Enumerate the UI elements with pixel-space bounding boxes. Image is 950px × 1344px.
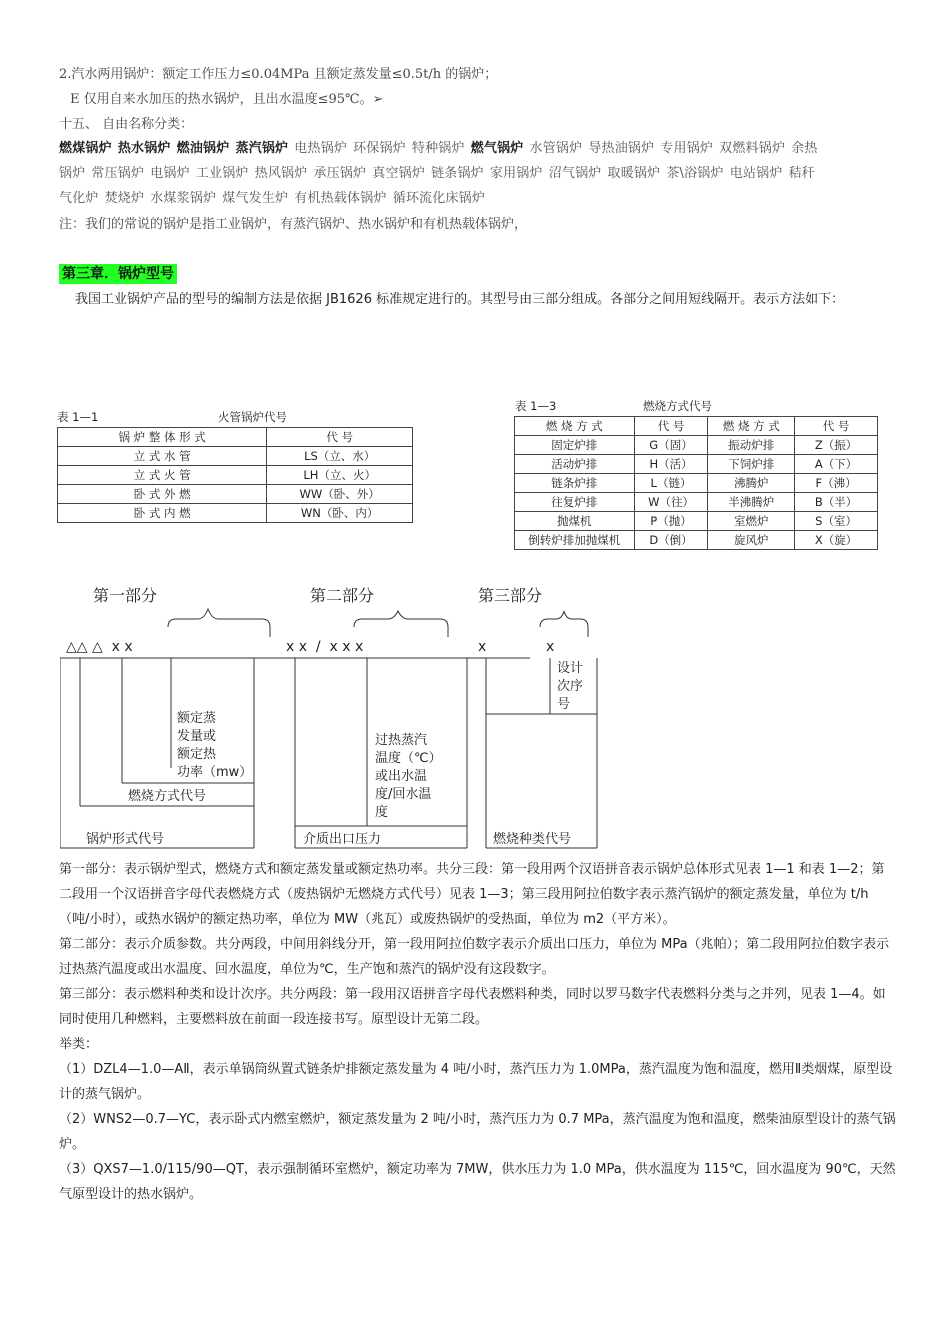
table-cell: Z（振） (795, 436, 878, 455)
boiler-name: 环保锅炉 (353, 141, 406, 156)
superheat-line: 或出水温 (375, 769, 428, 784)
paragraph-part3: 第三部分：表示燃料种类和设计次序。共分两段：第一段用汉语拼音字母代表燃料种类，同时以罗马数字代表燃料分类与之并列，见表 1—4。如同时使用几种燃料，主要燃料放在前面一段连接书写。原型设计无第二段。 (59, 987, 886, 1027)
table-cell: LH（立、火） (267, 466, 413, 485)
table-row (515, 474, 878, 493)
boiler-name-row (59, 161, 899, 186)
boiler-name: 电站锅炉 (729, 166, 783, 181)
part3-symbol-a: x (478, 639, 487, 655)
medium-pressure-label: 介质出口压力 (303, 832, 382, 847)
chapter-title: 第三章．锅炉型号 (59, 264, 177, 284)
table-row (515, 493, 878, 512)
boiler-name-row (59, 186, 899, 211)
example-2: （2）WNS2—0.7—YC，表示卧式内燃室燃炉，额定蒸发量为 2 吨/小时，蒸汽压力为 0.7 MPa，蒸汽温度为饱和温度，燃柴油原型设计的蒸气锅炉。 (59, 1112, 896, 1152)
boiler-name: 特种锅炉 (411, 141, 465, 156)
table-cell: D（倒） (634, 531, 708, 550)
rated-capacity-line: 额定蒸 (177, 711, 217, 726)
table-header-cell: 代 号 (795, 417, 878, 436)
table-cell: X（旋） (795, 531, 878, 550)
rated-capacity-line: 额定热 (177, 747, 217, 762)
text-line: 2.汽水两用锅炉：额定工作压力≤0.04MPa 且额定蒸发量≤0.5t/h 的锅炉； (59, 67, 498, 82)
boiler-form-code-label: 锅炉形式代号 (86, 832, 165, 847)
superheat-line: 过热蒸汽 (375, 733, 428, 748)
part3-label: 第三部分 (478, 586, 543, 605)
rated-capacity-line: 发量或 (177, 729, 217, 744)
part1-symbols: △△ △ x x (66, 639, 133, 655)
table-cell: G（固） (634, 436, 708, 455)
table-cell: WW（卧、外） (267, 485, 413, 504)
paragraph-part1: 第一部分：表示锅炉型式，燃烧方式和额定蒸发量或额定热功率。共分三段：第一段用两个汉语拼音表示锅炉总体形式见表 1—1 和表 1—2；第二段用一个汉语拼音字母代表燃烧方式（废热锅炉无燃烧方式代号）见表 1—3；第三段用阿拉伯数字表示蒸汽锅炉的额定蒸发量，单位为 t/h（吨/小时），或热水锅炉的额定热功率，单位为 MW（兆瓦）或废热锅炉的受热面，单位为 m2（平方米）。 (59, 862, 885, 927)
table-row (58, 447, 413, 466)
table-header-cell: 燃 烧 方 式 (708, 417, 795, 436)
table1-caption-number: 表 1—1 (57, 410, 99, 424)
boiler-name: 煤气发生炉 (222, 191, 289, 206)
boiler-name: 水管锅炉 (529, 141, 583, 156)
table-cell: 旋风炉 (708, 531, 795, 550)
boiler-name: 燃气锅炉 (470, 141, 524, 156)
boiler-name: 水煤浆锅炉 (150, 191, 217, 206)
table-cell: 抛煤机 (515, 512, 635, 531)
boiler-name: 取暖锅炉 (607, 166, 661, 181)
table-cell: 室燃炉 (708, 512, 795, 531)
boiler-name: 焚烧炉 (104, 191, 145, 206)
table-cell: 立 式 火 管 (58, 466, 267, 485)
table-row (58, 504, 413, 523)
part2-label: 第二部分 (310, 586, 375, 605)
note-line: 注：我们的常说的锅炉是指工业锅炉，有蒸汽锅炉、热水锅炉和有机热载体锅炉， (59, 217, 528, 232)
table-row (515, 436, 878, 455)
boiler-name-list (59, 136, 899, 211)
boiler-name: 沼气锅炉 (548, 166, 602, 181)
superheat-line: 度 (375, 805, 389, 820)
text-line: E 仅用自来水加压的热水锅炉，且出水温度≤95℃。➢ (70, 92, 384, 107)
intro-paragraph: 我国工业锅炉产品的型号的编制方法是依据 JB1626 标准规定进行的。其型号由三部分组成。各部分之间用短线隔开。表示方法如下： (75, 292, 845, 307)
boiler-name: 导热油锅炉 (588, 141, 655, 156)
boiler-name: 常压锅炉 (91, 166, 145, 181)
rated-capacity-line: 功率（mw） (177, 765, 253, 780)
table3-caption-title: 燃烧方式代号 (643, 399, 712, 413)
table-cell: LS（立、水） (267, 447, 413, 466)
paragraph-part2: 第二部分：表示介质参数。共分两段，中间用斜线分开，第一段用阿拉伯数字表示介质出口压力，单位为 MPa（兆帕）；第二段用阿拉伯数字表示过热蒸汽温度或出水温度、回水温度，单位为℃，生产饱和蒸汽的锅炉没有这段数字。 (59, 937, 890, 977)
table-cell: 链条炉排 (515, 474, 635, 493)
table-cell: 立 式 水 管 (58, 447, 267, 466)
boiler-name: 循环流化床锅炉 (392, 191, 486, 206)
boiler-name: 专用锅炉 (660, 141, 714, 156)
table-cell: F（沸） (795, 474, 878, 493)
table-cell: P（抛） (634, 512, 708, 531)
boiler-name: 电热锅炉 (294, 141, 348, 156)
superheat-line: 度/回水温 (375, 787, 432, 802)
table-header-cell: 燃 烧 方 式 (515, 417, 635, 436)
boiler-name: 蒸汽锅炉 (235, 141, 289, 156)
part2-symbols: x x / x x x (286, 639, 364, 655)
table-row (515, 455, 878, 474)
table-cell: A（下） (795, 455, 878, 474)
example-1: （1）DZL4—1.0—AⅡ，表示单锅筒纵置式链条炉排额定蒸发量为 4 吨/小时，蒸汽压力为 1.0MPa，蒸汽温度为饱和温度，燃用Ⅱ类烟煤，原型设计的蒸气锅炉。 (59, 1062, 893, 1102)
design-seq-line: 次序 (557, 679, 584, 694)
table-cell: WN（卧、内） (267, 504, 413, 523)
boiler-name: 气化炉 (59, 191, 99, 206)
table-header-cell: 代 号 (634, 417, 708, 436)
boiler-name: 家用锅炉 (489, 166, 543, 181)
boiler-name: 双燃料锅炉 (719, 141, 786, 156)
boiler-name: 电锅炉 (150, 166, 190, 181)
combustion-code-label: 燃烧方式代号 (128, 789, 207, 804)
example-3: （3）QXS7—1.0/115/90—QT，表示强制循环室燃炉，额定功率为 7MW，供水压力为 1.0 MPa，供水温度为 115℃，回水温度为 90℃，天然气原型设计的热水锅炉。 (59, 1162, 896, 1202)
boiler-name: 燃油锅炉 (176, 141, 230, 156)
boiler-name-row (59, 136, 899, 161)
table-row (515, 512, 878, 531)
boiler-name: 锅炉 (59, 166, 86, 181)
superheat-line: 温度（℃） (375, 751, 442, 766)
table-cell: S（室） (795, 512, 878, 531)
table-row (58, 466, 413, 485)
table-cell: H（活） (634, 455, 708, 474)
boiler-name: 链条锅炉 (431, 166, 484, 181)
part1-label: 第一部分 (93, 586, 158, 605)
table-row (58, 485, 413, 504)
model-structure-diagram (60, 578, 605, 853)
table-cell: 振动炉排 (708, 436, 795, 455)
boiler-name: 热风锅炉 (254, 166, 308, 181)
boiler-name: 有机热载体锅炉 (294, 191, 387, 206)
design-seq-line: 设计 (557, 661, 584, 676)
table-cell: 倒转炉排加抛煤机 (515, 531, 635, 550)
table-header-cell: 锅 炉 整 体 形 式 (58, 428, 267, 447)
boiler-name: 工业锅炉 (195, 166, 249, 181)
table-cell: 活动炉排 (515, 455, 635, 474)
boiler-name: 承压锅炉 (313, 166, 367, 181)
table-cell: 往复炉排 (515, 493, 635, 512)
boiler-name: 余热 (791, 141, 818, 156)
design-seq-line: 号 (557, 697, 571, 712)
table-header-row (515, 417, 878, 436)
table1-caption-title: 火管锅炉代号 (218, 410, 287, 424)
table-cell: L（链） (634, 474, 708, 493)
examples-heading: 举类： (59, 1037, 99, 1052)
boiler-name: 秸秆 (788, 166, 815, 181)
table-row (515, 531, 878, 550)
boiler-name: 燃煤锅炉 (59, 141, 112, 156)
table-cell: B（半） (795, 493, 878, 512)
part3-symbol-b: x (546, 639, 555, 655)
table-cell: W（往） (634, 493, 708, 512)
table-header-cell: 代 号 (267, 428, 413, 447)
section-heading: 十五、 自由名称分类： (59, 117, 194, 132)
table-cell: 固定炉排 (515, 436, 635, 455)
fuel-code-label: 燃烧种类代号 (493, 832, 572, 847)
table-combustion-codes (514, 416, 878, 550)
table-cell: 卧 式 内 燃 (58, 504, 267, 523)
boiler-name: 真空锅炉 (372, 166, 426, 181)
table-fire-tube-codes (57, 427, 413, 523)
boiler-name: 茶\浴锅炉 (666, 166, 724, 181)
table-cell: 卧 式 外 燃 (58, 485, 267, 504)
table-cell: 下饲炉排 (708, 455, 795, 474)
table-cell: 半沸腾炉 (708, 493, 795, 512)
boiler-name: 热水锅炉 (117, 141, 171, 156)
table3-caption-number: 表 1—3 (515, 399, 557, 413)
table-header-row (58, 428, 413, 447)
table-cell: 沸腾炉 (708, 474, 795, 493)
